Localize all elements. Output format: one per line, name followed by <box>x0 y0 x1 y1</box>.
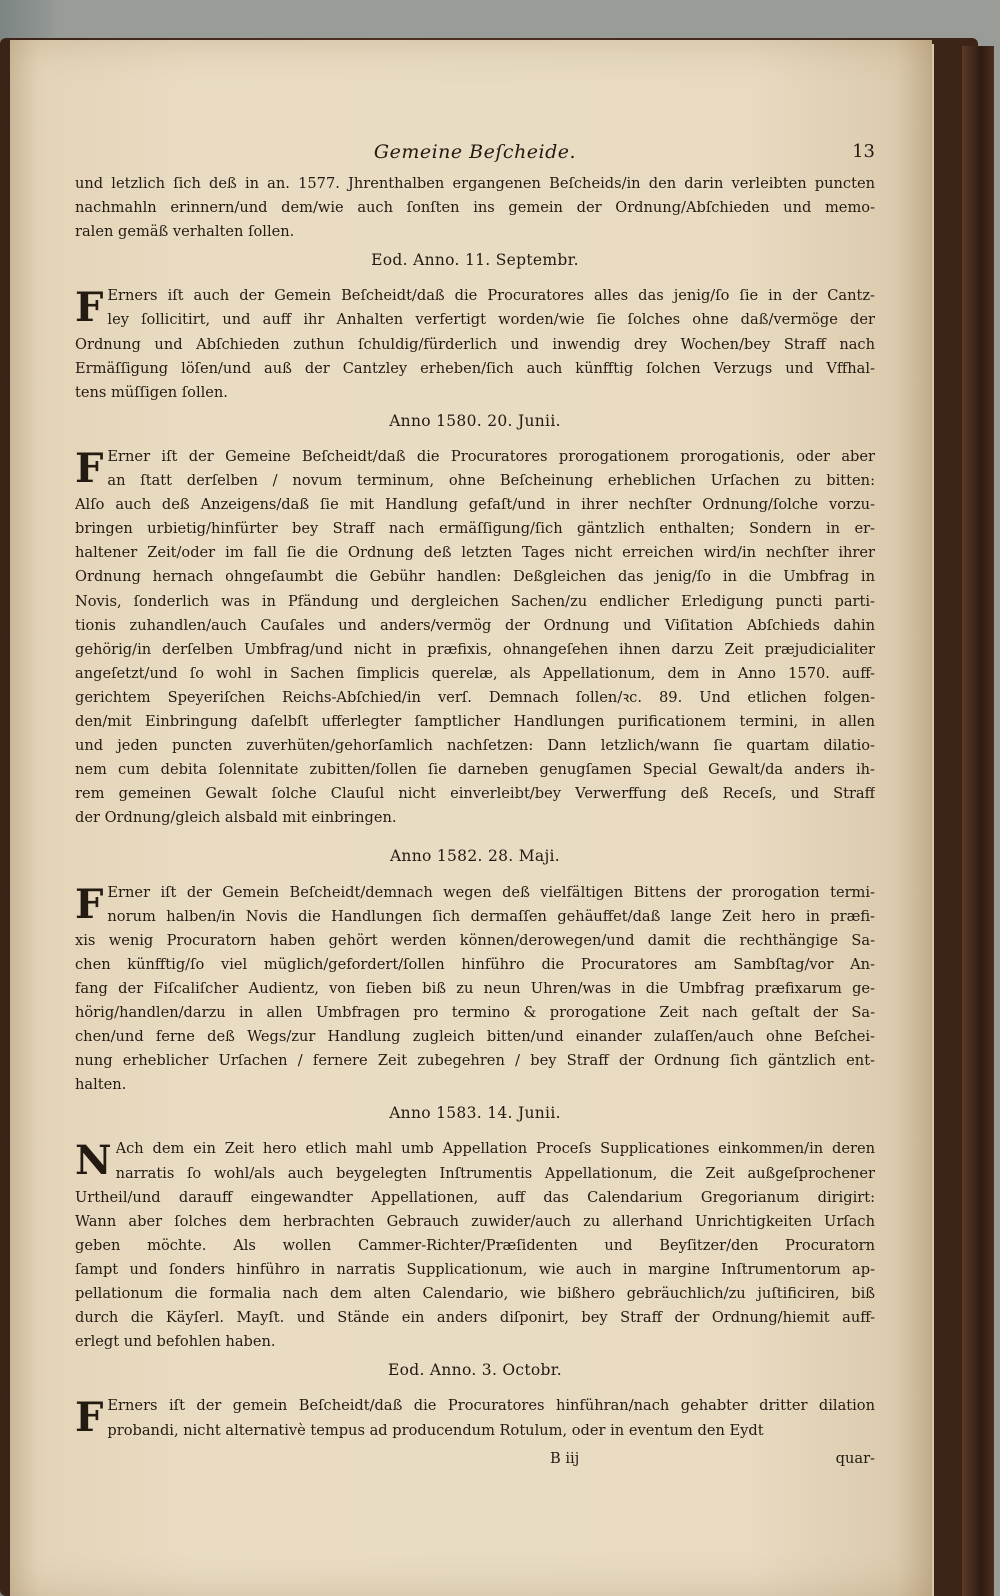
text-line: norum halben/in Novis die Handlungen ſich dermaſſen gehäuffet/daß lange Zeit hero in præfi- <box>107 907 875 925</box>
text-line: ley ſollicitirt, und auff ihr Anhalten verfertigt worden/wie ſie ſolches ohne daß/vermöge der <box>107 311 875 329</box>
text-line: Erners iſt der gemein Beſcheidt/daß die Procuratores hinführan/nach gehabter dritter dilation <box>107 1397 875 1415</box>
text-line: nachmahln erinnern/und dem/wie auch ſonſten ins gemein der Ordnung/Abſchieden und memo- <box>75 199 875 217</box>
text-line: ſampt und ſonders hinführo in narratis Supplicationum, wie auch in margine Inſtrumentorum ap- <box>75 1260 875 1278</box>
text-line: gehörig/in derſelben Umbfrag/und nicht in præfixis, ohnangeſehen ihnen darzu Zeit præjudicialiter <box>75 640 875 658</box>
paragraph-text <box>75 284 875 404</box>
text-line: hörig/handlen/darzu in allen Umbfragen pro termino & prorogatione Zeit nach geſtalt der Sa- <box>75 1004 875 1021</box>
initial-letter: F <box>75 1394 104 1442</box>
date-line: Anno 1583. 14. Junii. <box>389 1104 561 1123</box>
text-line: tionis zuhandlen/auch Cauſales und anders/vermög der Ordnung und Viſitation Abſchieds dahin <box>75 616 875 634</box>
paragraph-text <box>75 881 875 1098</box>
page-footer <box>75 1447 875 1471</box>
text-line: der Ordnung/gleich alsbald mit einbringen. <box>75 809 397 827</box>
text-line: bringen urbietig/hinfürter bey Straff nach ermäſſigung/ſich gäntzlich enthalten; Sondern in er- <box>75 520 875 538</box>
text-line: Ermäſſigung löſen/und auß der Cantzley erheben/ſich auch künfftig ſolchen Verzugs und Vffhal- <box>75 359 875 377</box>
page-header <box>75 140 875 172</box>
text-line: geben möchte. Als wollen Cammer-Richter/Præſidenten und Beyſitzer/den Procuratorn <box>75 1236 875 1254</box>
decree-section <box>75 284 875 433</box>
book-spine-edge <box>962 46 994 1596</box>
decree-section <box>75 1137 875 1382</box>
text-line: und letzlich ſich deß in an. 1577. Jhrenthalben ergangenen Beſcheids/in den darin verleibten puncten <box>75 175 875 192</box>
initial-letter: F <box>75 880 104 928</box>
text-line: und jeden puncten zuverhüten/gehorſamlich nachſetzen: Dann letzlich/wann ſie quartam dilatio- <box>75 737 875 755</box>
initial-letter: F <box>75 444 104 492</box>
intro-paragraph <box>75 172 875 272</box>
text-line: nem cum debita ſolennitate zubitten/ſollen ſie darneben genugſamen Special Gewalt/da anders ih- <box>75 761 875 779</box>
decree-section <box>75 445 875 869</box>
paragraph-text <box>75 1137 875 1354</box>
paragraph-text <box>75 1394 875 1442</box>
text-line: Erners iſt auch der Gemein Beſcheidt/daß die Procuratores alles das jenig/ſo ſie in der Cantz- <box>107 287 875 305</box>
text-line: chen/und ferne deß Wegs/zur Handlung zugleich bitten/und einander zulaſſen/auch ohne Beſchei- <box>75 1028 875 1046</box>
text-line: narratis ſo wohl/als auch beygelegten Inſtrumentis Appellationum, die Zeit außgeſprochener <box>115 1164 875 1182</box>
text-line: an ſtatt derſelben / novum terminum, ohne Beſcheinung erheblichen Urſachen zu bitten: <box>107 472 875 490</box>
page-edge <box>932 44 934 1596</box>
decree-section <box>75 881 875 1126</box>
text-line: den/mit Einbringung daſelbſt ufferlegter ſamptlicher Handlungen purificationem termini, in allen <box>75 712 875 730</box>
text-line: erlegt und befohlen haben. <box>75 1333 276 1351</box>
text-line: gerichtem Speyeriſchen Reichs-Abſchied/in verſ. Demnach ſollen/ꝛc. 89. Und etlichen folgen- <box>75 688 875 706</box>
text-line: chen künfftig/ſo viel müglich/gefordert/ſollen hinführo die Procuratores am Sambſtag/vor An- <box>75 955 875 973</box>
page-number: 13 <box>852 141 875 162</box>
decree-section <box>75 1394 875 1442</box>
running-head: Gemeine Beſcheide. <box>373 141 577 163</box>
date-line: Eod. Anno. 11. Septembr. <box>371 251 579 270</box>
text-line: probandi, nicht alternativè tempus ad producendum Rotulum, oder in eventum den Eydt <box>107 1421 764 1439</box>
paragraph-text <box>75 172 875 244</box>
catchword: quar- <box>835 1449 875 1467</box>
text-line: durch die Käyſerl. Mayſt. und Stände ein anders diſponirt, bey Straff der Ordnung/hiemit auff- <box>75 1309 875 1327</box>
text-line: Novis, ſonderlich was in Pfändung und dergleichen Sachen/zu endlicher Erledigung puncti parti- <box>75 592 875 610</box>
spacer <box>75 830 875 840</box>
initial-letter: N <box>75 1137 112 1185</box>
text-line: Ach dem ein Zeit hero etlich mahl umb Appellation Proceſs Supplicationes einkommen/in deren <box>115 1140 875 1158</box>
text-line: rem gemeinen Gewalt ſolche Clauſul nicht einverleibt/bey Verwerffung deß Receſs, und Straff <box>75 785 875 803</box>
date-line: Eod. Anno. 3. Octobr. <box>387 1361 562 1380</box>
date-line: Anno 1582. 28. Maji. <box>389 847 561 866</box>
text-line: ralen gemäß verhalten ſollen. <box>75 223 295 241</box>
text-line: Alſo auch deß Anzeigens/daß ſie mit Handlung gefaſt/und in ihrer nechſter Ordnung/ſolche vorzu- <box>75 496 875 514</box>
text-line: Ordnung hernach ohngeſaumbt die Gebühr handlen: Deßgleichen das jenig/ſo in die Umbfrag in <box>75 568 875 586</box>
text-line: Wann aber ſolches dem herbrachten Gebrauch zuwider/auch zu allerhand Unrichtigkeiten Urſach <box>75 1212 875 1230</box>
signature-mark: B iij <box>550 1449 580 1467</box>
text-line: xis wenig Procuratorn haben gehört werden können/derowegen/und damit die rechthängige Sa- <box>75 931 875 949</box>
text-line: halten. <box>75 1076 127 1094</box>
initial-letter: F <box>75 284 104 332</box>
text-line: pellationum die formalia nach dem alten Calendario, wie bißhero gebräuchlich/zu juſtificiren, biß <box>75 1285 875 1303</box>
paragraph-text <box>75 445 875 831</box>
page-content <box>75 140 875 1471</box>
text-line: tens müſſigen ſollen. <box>75 383 228 401</box>
book-page <box>10 40 932 1596</box>
date-line: Anno 1580. 20. Junii. <box>389 411 561 430</box>
text-line: fang der Fiſcaliſcher Audientz, von ſieben biß zu neun Uhren/was in die Umbfrag præfixarum ge- <box>75 979 875 997</box>
text-line: Erner iſt der Gemeine Beſcheidt/daß die Procuratores prorogationem prorogationis, oder aber <box>107 447 875 465</box>
text-line: Ordnung und Abſchieden zuthun ſchuldig/fürderlich und inwendig drey Wochen/bey Straff nach <box>75 335 875 353</box>
text-line: angeſetzt/und ſo wohl in Sachen ſimplicis querelæ, als Appellationum, dem in Anno 1570. auff- <box>75 664 875 682</box>
text-line: Urtheil/und darauff eingewandter Appellationen, auff das Calendarium Gregorianum dirigirt: <box>75 1188 875 1206</box>
text-line: haltener Zeit/oder im fall ſie die Ordnung deß letzten Tages nicht erreichen wird/in nechſter ihrer <box>75 544 875 562</box>
text-line: nung erheblicher Urſachen / fernere Zeit zubegehren / bey Straff der Ordnung ſich gäntzlich ent- <box>75 1052 875 1070</box>
text-line: Erner iſt der Gemein Beſcheidt/demnach wegen deß vielfältigen Bittens der prorogation termi- <box>107 883 875 901</box>
